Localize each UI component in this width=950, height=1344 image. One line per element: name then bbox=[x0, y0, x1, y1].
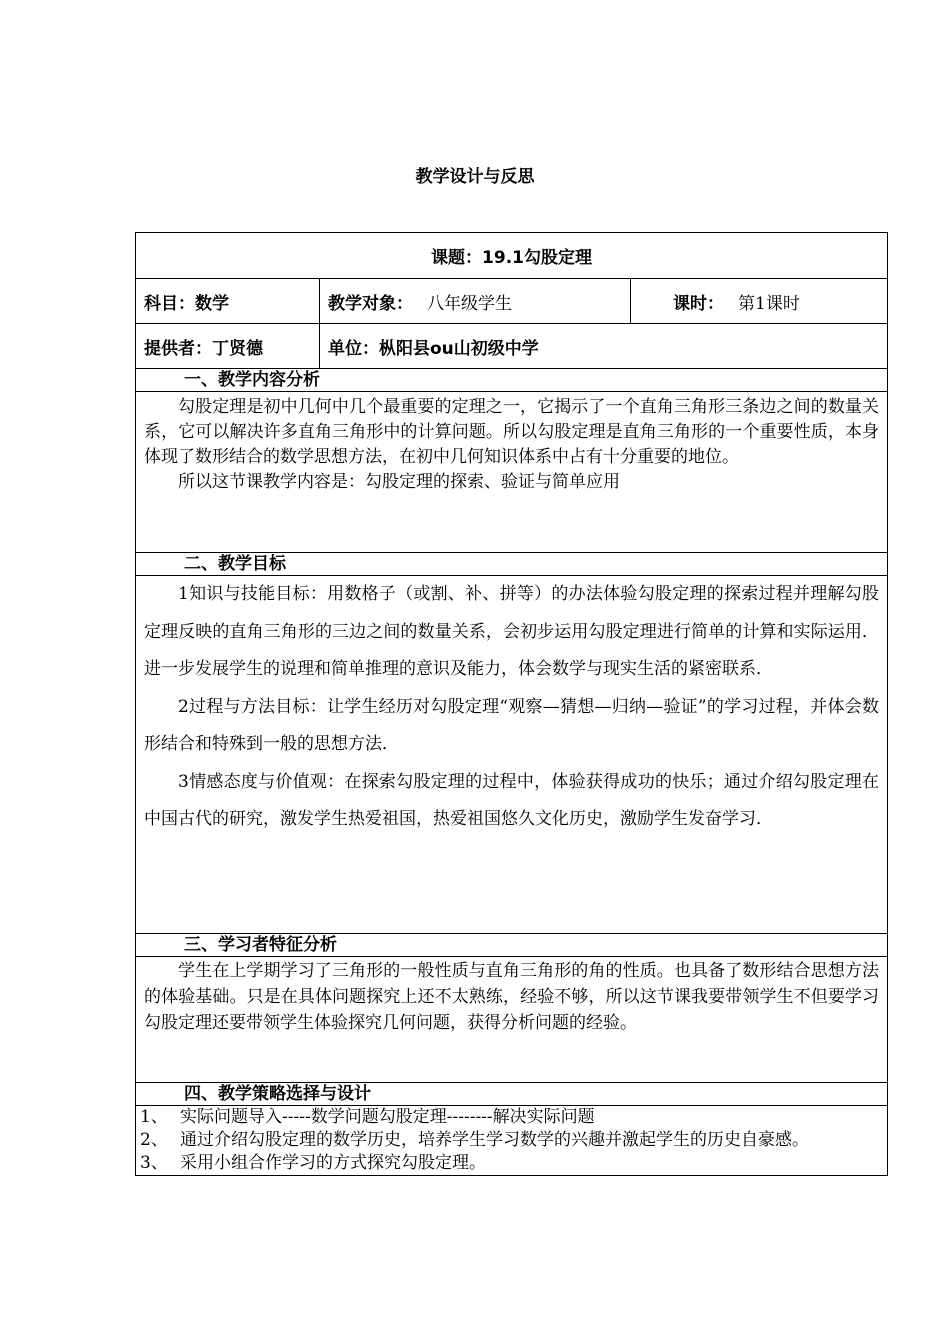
provider-row bbox=[136, 324, 888, 369]
strategy-list bbox=[136, 1106, 888, 1176]
list-item-text: 通过介绍勾股定理的数学历史，培养学生学习数学的兴趣并激起学生的历史自豪感。 bbox=[180, 1130, 809, 1150]
strategy-heading-row bbox=[136, 1083, 888, 1106]
objectives-body-row bbox=[136, 576, 888, 934]
audience-cell bbox=[320, 279, 631, 324]
subject-cell: 科目：数学 bbox=[136, 279, 320, 324]
paragraph: 3情感态度与价值观：在探索勾股定理的过程中，体验获得成功的快乐；通过介绍勾股定理在中国古代的研究，激发学生热爱祖国，热爱祖国悠久文化历史，激励学生发奋学习． bbox=[144, 771, 880, 829]
provider-cell: 提供者：丁贤德 bbox=[136, 324, 320, 369]
learners-body-row bbox=[136, 957, 888, 1083]
document-title: 教学设计与反思 bbox=[415, 167, 535, 187]
list-item-number: 1、 bbox=[140, 1107, 168, 1127]
list-item-number: 2、 bbox=[140, 1130, 168, 1150]
period-value: 第1课时 bbox=[738, 293, 800, 314]
content-analysis-heading-row bbox=[136, 369, 888, 392]
paragraph: 勾股定理是初中几何中几个最重要的定理之一，它揭示了一个直角三角形三条边之间的数量关系，它可以解决许多直角三角形中的计算问题。所以勾股定理是直角三角形的一个重要性质，本身体现了数形结合的数学思想方法，在初中几何知识体系中占有十分重要的地位。 bbox=[144, 397, 880, 467]
list-item-text: 实际问题导入-----数学问题勾股定理--------解决实际问题 bbox=[180, 1107, 595, 1127]
list-item bbox=[140, 1129, 879, 1152]
learners-body bbox=[136, 957, 888, 1083]
strategy-body-row bbox=[136, 1106, 888, 1176]
paragraph: 2过程与方法目标：让学生经历对勾股定理“观察—猜想—归纳—验证”的学习过程，并体会数形结合和特殊到一般的思想方法． bbox=[144, 696, 880, 754]
lesson-plan-table bbox=[135, 232, 888, 1176]
paragraph: 1知识与技能目标：用数格子（或割、补、拼等）的办法体验勾股定理的探索过程并理解勾股定理反映的直角三角形的三边之间的数量关系，会初步运用勾股定理进行简单的计算和实际运用．进一步发展学生的说理和简单推理的意识及能力，体会数学与现实生活的紧密联系． bbox=[144, 584, 880, 679]
unit-cell: 单位：枞阳县ou山初级中学 bbox=[320, 324, 888, 369]
section-heading: 四、教学策略选择与设计 bbox=[136, 1083, 888, 1106]
section-heading: 一、教学内容分析 bbox=[136, 369, 888, 392]
audience-value: 八年级学生 bbox=[427, 293, 512, 314]
topic-cell: 课题：19.1勾股定理 bbox=[136, 233, 888, 279]
paragraph: 学生在上学期学习了三角形的一般性质与直角三角形的角的性质。也具备了数形结合思想方法的体验基础。只是在具体问题探究上还不太熟练，经验不够，所以这节课我要带领学生不但要学习勾股定理还要带领学生体验探究几何问题，获得分析问题的经验。 bbox=[144, 961, 880, 1033]
subject-row bbox=[136, 279, 888, 324]
paragraph: 所以这节课教学内容是：勾股定理的探索、验证与简单应用 bbox=[178, 472, 620, 492]
topic-row bbox=[136, 233, 888, 279]
objectives-body bbox=[136, 576, 888, 934]
period-cell bbox=[631, 279, 888, 324]
objectives-heading-row bbox=[136, 553, 888, 576]
content-analysis-body-row bbox=[136, 392, 888, 553]
list-item-number: 3、 bbox=[140, 1153, 168, 1173]
list-item-text: 采用小组合作学习的方式探究勾股定理。 bbox=[180, 1153, 486, 1173]
list-item bbox=[140, 1106, 879, 1129]
period-label: 课时： bbox=[673, 293, 724, 314]
section-heading: 三、学习者特征分析 bbox=[136, 934, 888, 957]
learners-heading-row bbox=[136, 934, 888, 957]
audience-label: 教学对象： bbox=[328, 293, 413, 314]
content-analysis-body bbox=[136, 392, 888, 553]
section-heading: 二、教学目标 bbox=[136, 553, 888, 576]
list-item bbox=[140, 1152, 879, 1175]
